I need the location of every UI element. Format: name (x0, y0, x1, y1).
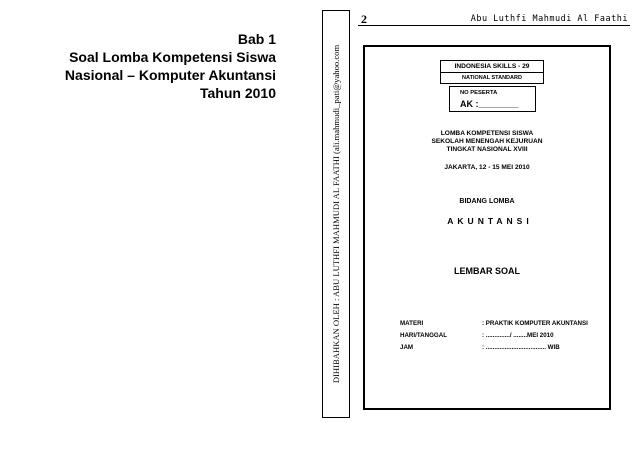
participant-number-box (449, 86, 536, 112)
spine-box (322, 10, 350, 418)
info-label: JAM (400, 344, 414, 351)
chapter-heading (65, 30, 276, 102)
field-label: BIDANG LOMBA (459, 198, 515, 205)
sheet-title: LEMBAR SOAL (454, 266, 520, 276)
chapter-title-line-2: Nasional – Komputer Akuntansi (64, 67, 276, 83)
competition-line-2: SEKOLAH MENENGAH KEJURUAN (431, 138, 543, 145)
page-author: Abu Luthfi Mahmudi Al Faathi (470, 14, 628, 24)
page-number: 2 (361, 12, 367, 26)
competition-line-3: TINGKAT NASIONAL XVIII (446, 146, 528, 153)
skills-title: INDONESIA SKILLS - 29 (441, 61, 543, 73)
participant-number-label: NO PESERTA (460, 90, 498, 96)
competition-line-1: LOMBA KOMPETENSI SISWA (440, 130, 534, 137)
chapter-number: Bab 1 (237, 31, 276, 47)
skills-box (440, 60, 544, 84)
cover-page (363, 45, 611, 410)
info-value: : ............../ ........MEI 2010 (482, 332, 554, 339)
header-rule (358, 25, 630, 26)
field-value: AKUNTANSI (447, 216, 533, 226)
spine-dedication: DIHIBAHKAN OLEH : ABU LUTHFI MAHMUDI AL FAATHI (ali.mahmudi_pati@yahoo.com (331, 44, 341, 384)
info-value: : ................................... WIB (482, 344, 560, 351)
info-label: HARI/TANGGAL (400, 332, 447, 339)
skills-subtitle: NATIONAL STANDARD (462, 75, 522, 81)
info-value: : PRAKTIK KOMPUTER AKUNTANSI (482, 320, 588, 327)
chapter-year: Tahun 2010 (200, 85, 276, 101)
chapter-title-line-1: Soal Lomba Kompetensi Siswa (69, 49, 276, 65)
info-label: MATERI (400, 320, 424, 327)
competition-name (365, 130, 609, 154)
participant-number-value: AK :________ (460, 99, 519, 109)
place-date: JAKARTA, 12 - 15 MEI 2010 (444, 164, 530, 171)
